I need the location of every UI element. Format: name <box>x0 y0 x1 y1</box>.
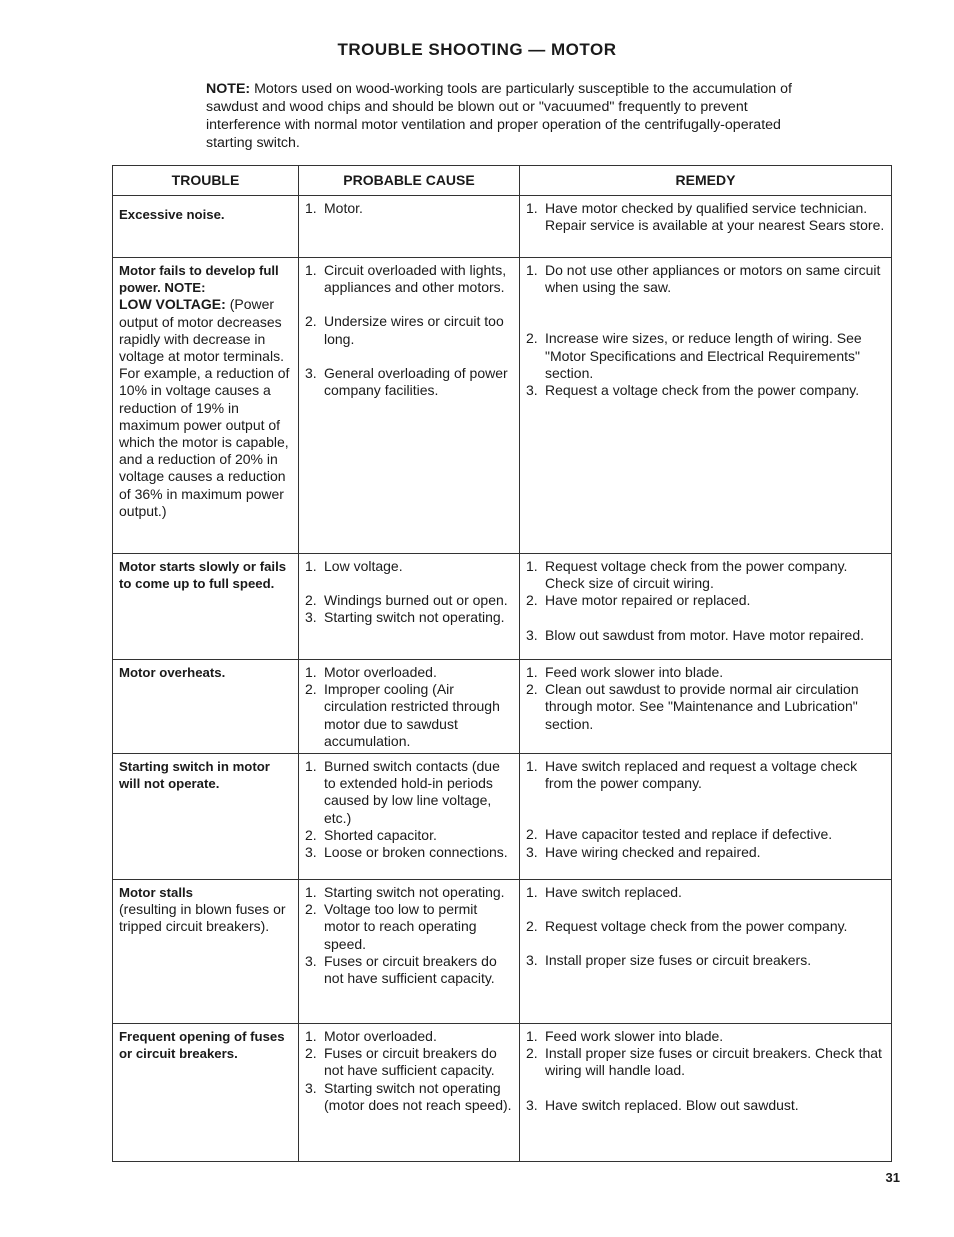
remedy-list <box>526 262 885 399</box>
list-item: 2. Undersize wires or circuit too long. <box>305 313 504 347</box>
table-row <box>113 880 892 1024</box>
trouble-title: Motor stalls <box>119 885 194 901</box>
table-row <box>113 1024 892 1162</box>
list-item: 1. Do not use other appliances or motors on same circuit when using the saw. <box>526 262 881 296</box>
page-title: TROUBLE SHOOTING — MOTOR <box>337 40 617 59</box>
trouble-title: Motor overheats. <box>119 665 226 680</box>
cause-list <box>305 200 513 217</box>
trouble-cell <box>113 1024 299 1162</box>
remedy-list <box>526 200 885 234</box>
cause-list <box>305 758 513 861</box>
remedy-list <box>526 664 885 733</box>
note-label: NOTE: <box>206 81 251 97</box>
note-text: Motors used on wood-working tools are particularly susceptible to the accumulation of sawdust and wood chips and should be blown out or "vacuumed" frequently to prevent interference with normal motor ventilation and proper operation of the centrifugally-operated starting switch. <box>206 81 792 151</box>
header-trouble: TROUBLE <box>113 166 299 196</box>
remedy-cell <box>520 660 892 754</box>
trouble-cell <box>113 258 299 554</box>
list-item: 3. Starting switch not operating (motor does not reach speed). <box>305 1079 512 1113</box>
list-item: 2. Voltage too low to permit motor to reach operating speed. <box>305 901 478 952</box>
trouble-description: (resulting in blown fuses or tripped circuit breakers). <box>119 901 286 935</box>
cause-cell <box>299 1024 520 1162</box>
list-item: 1. Circuit overloaded with lights, appliances and other motors. <box>305 262 507 296</box>
list-item: 3. Have switch replaced. Blow out sawdust. <box>526 1096 799 1113</box>
cause-cell <box>299 880 520 1024</box>
list-item: 3. Request a voltage check from the power company. <box>526 382 860 399</box>
list-item: 1. Request voltage check from the power company. Check size of circuit wiring. <box>526 558 848 592</box>
trouble-title: Starting switch in motor will not operate. <box>119 759 270 792</box>
remedy-list <box>526 558 885 644</box>
remedy-cell <box>520 880 892 1024</box>
list-item: 2. Clean out sawdust to provide normal air circulation through motor. See "Maintenance and Lubrication" section. <box>526 681 859 732</box>
cause-list <box>305 1028 513 1114</box>
list-item: 1. Have switch replaced. <box>526 884 682 901</box>
list-item: 1. Motor. <box>305 200 363 216</box>
list-item: 2. Shorted capacitor. <box>305 826 437 843</box>
list-item: 1. Burned switch contacts (due to extended hold-in periods caused by low line voltage, etc.) <box>305 758 500 826</box>
cause-list <box>305 558 513 627</box>
page-number: 31 <box>885 1170 900 1185</box>
list-item: 1. Feed work slower into blade. <box>526 664 724 680</box>
trouble-title: Motor fails to develop full power. NOTE: <box>119 263 279 296</box>
table-header-row <box>113 166 892 196</box>
cause-cell <box>299 660 520 754</box>
table-row <box>113 754 892 880</box>
trouble-shooting-table <box>112 165 892 1162</box>
trouble-cell <box>113 754 299 880</box>
cause-list <box>305 664 513 750</box>
list-item: 3. General overloading of power company facilities. <box>305 364 508 399</box>
table-row <box>113 554 892 660</box>
list-item: 2. Increase wire sizes, or reduce length of wiring. See "Motor Specifications and Electrical Requirements" section. <box>526 330 862 381</box>
trouble-cell <box>113 554 299 660</box>
header-remedy: REMEDY <box>520 166 892 196</box>
list-item: 1. Starting switch not operating. <box>305 884 505 901</box>
remedy-cell <box>520 554 892 660</box>
list-item: 1. Feed work slower into blade. <box>526 1028 724 1045</box>
cause-cell <box>299 196 520 258</box>
remedy-cell <box>520 196 892 258</box>
remedy-cell <box>520 1024 892 1162</box>
trouble-cell <box>113 196 299 258</box>
list-item: 1. Have switch replaced and request a voltage check from the power company. <box>526 758 858 792</box>
list-item: 2. Have capacitor tested and replace if defective. <box>526 826 833 843</box>
trouble-cell <box>113 880 299 1024</box>
list-item: 3. Starting switch not operating. <box>305 609 505 626</box>
list-item: 2. Windings burned out or open. <box>305 592 508 609</box>
list-item: 3. Have wiring checked and repaired. <box>526 843 761 860</box>
remedy-list <box>526 884 885 970</box>
list-item: 3. Blow out sawdust from motor. Have motor repaired. <box>526 626 865 643</box>
header-probable-cause: PROBABLE CAUSE <box>299 166 520 196</box>
intro-note <box>206 80 802 152</box>
list-item: 1. Have motor checked by qualified service technician. Repair service is available at your nearest Sears store. <box>526 200 885 234</box>
list-item: 2. Fuses or circuit breakers do not have sufficient capacity. <box>305 1045 497 1079</box>
trouble-cell <box>113 660 299 754</box>
list-item: 2. Improper cooling (Air circulation restricted through motor due to sawdust accumulation. <box>305 681 500 749</box>
trouble-title: Frequent opening of fuses or circuit breakers. <box>119 1029 285 1062</box>
trouble-description: LOW VOLTAGE: (Power output of motor decreases rapidly with decrease in voltage at motor terminals. For example, a reduction of 10% in voltage causes a reduction of 19% in maximum power output of which the motor is capable, and a reduction of 20% in voltage causes a reduction of 36% in maximum power output.) <box>119 296 290 519</box>
list-item: 2. Request voltage check from the power company. <box>526 918 848 935</box>
trouble-title: Motor starts slowly or fails to come up to full speed. <box>119 559 287 592</box>
table-row <box>113 258 892 554</box>
trouble-title: Excessive noise. <box>119 207 225 222</box>
list-item: 3. Fuses or circuit breakers do not have sufficient capacity. <box>305 952 497 987</box>
cause-cell <box>299 554 520 660</box>
list-item: 1. Low voltage. <box>305 558 403 574</box>
list-item: 2. Install proper size fuses or circuit breakers. Check that wiring will handle load. <box>526 1045 882 1079</box>
cause-list <box>305 262 513 399</box>
table-row <box>113 196 892 258</box>
cause-cell <box>299 754 520 880</box>
list-item: 2. Have motor repaired or replaced. <box>526 592 751 609</box>
remedy-list <box>526 758 885 861</box>
cause-list <box>305 884 513 987</box>
table-row <box>113 660 892 754</box>
cause-cell <box>299 258 520 554</box>
list-item: 3. Install proper size fuses or circuit breakers. <box>526 952 812 969</box>
remedy-list <box>526 1028 885 1114</box>
list-item: 1. Motor overloaded. <box>305 664 437 680</box>
remedy-cell <box>520 258 892 554</box>
remedy-cell <box>520 754 892 880</box>
list-item: 3. Loose or broken connections. <box>305 844 508 861</box>
list-item: 1. Motor overloaded. <box>305 1028 437 1045</box>
